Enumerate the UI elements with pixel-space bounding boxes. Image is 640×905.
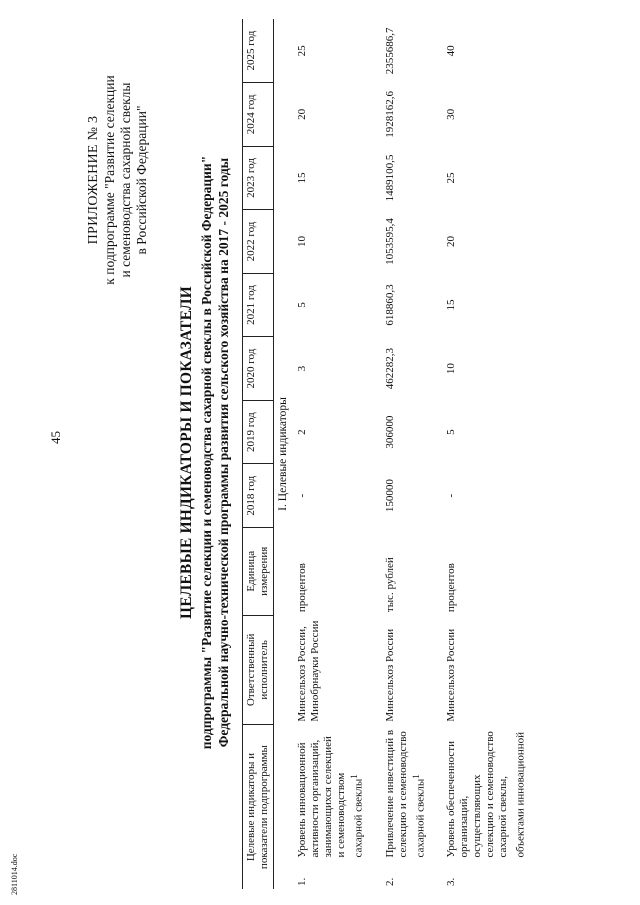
row-number: 2. (383, 877, 396, 886)
header-year: 2018 год (243, 464, 274, 528)
header-year: 2022 год (243, 210, 274, 274)
document-heading (178, 0, 232, 905)
appendix-line: и семеноводства сахарной свеклы (118, 82, 133, 278)
indicator-cell (381, 725, 431, 861)
value-cell: - (445, 493, 458, 498)
value-cell: 10 (445, 363, 458, 375)
responsible-cell: Минсельхоз России (445, 628, 458, 722)
table-row (442, 19, 531, 889)
header-indicator: Целевые индикаторы и показатели подпрограммы (243, 725, 274, 889)
value-cell: 20 (445, 235, 458, 247)
row-spacer (369, 19, 381, 889)
value-cell: 1489100,5 (383, 154, 396, 202)
header-year: 2023 год (243, 146, 274, 210)
value-cell: 3 (296, 365, 308, 372)
row-spacer (430, 19, 442, 889)
value-cell: 25 (445, 172, 458, 184)
value-cell: 1053595,4 (383, 218, 396, 265)
table-header-row (243, 19, 274, 889)
header-year: 2024 год (243, 83, 274, 147)
value-cell: 5 (296, 302, 308, 308)
value-cell: 1928162,6 (383, 91, 396, 138)
value-cell: 10 (296, 235, 308, 247)
row-number: 3. (445, 877, 458, 886)
responsible-cell: Минсельхоз России (383, 628, 396, 722)
header-year: 2021 год (243, 273, 274, 337)
header-unit: Единица измерения (243, 527, 274, 615)
indicator-text: Уровень обеспеченности организаций, осуществляющих селекцию и семеноводство сахарной свеклы, объектами инновационной (445, 731, 527, 858)
value-cell: 306000 (383, 415, 396, 449)
value-cell: 25 (296, 45, 308, 57)
value-cell: 15 (445, 299, 458, 311)
indicator-text: Привлечение инвестиций в селекцию и семеноводство сахарной свеклы (383, 729, 427, 858)
value-cell: 5 (445, 429, 458, 435)
section-title: I. Целевые индикаторы (277, 397, 289, 511)
value-cell: 40 (445, 45, 458, 57)
appendix-title: ПРИЛОЖЕНИЕ № 3 (86, 115, 101, 245)
footer-filename: 2811014.doc (10, 853, 19, 895)
indicator-text: Уровень инновационной активности организаций, занимающихся селекцией и семеноводством сахарной свеклы (296, 736, 365, 858)
appendix-line: в Российской Федерации" (134, 105, 149, 255)
unit-cell: процентов (445, 563, 458, 613)
value-cell: - (296, 493, 308, 498)
value-cell: 2 (296, 429, 308, 435)
header-year: 2025 год (243, 19, 274, 83)
value-cell: 618860,3 (383, 284, 396, 326)
document-subtitle: Федеральной научно-технической программы развития сельского хозяйства на 2017 - 2025 годы (216, 157, 231, 748)
appendix-line: к подпрограмме "Развитие селекции (102, 75, 117, 285)
row-number: 1. (296, 877, 308, 886)
footnote-mark: 1 (349, 774, 359, 779)
unit-cell: процентов (296, 563, 308, 613)
document-title: ЦЕЛЕВЫЕ ИНДИКАТОРЫ И ПОКАЗАТЕЛИ (178, 286, 195, 619)
value-cell: 150000 (383, 479, 396, 513)
header-year: 2020 год (243, 337, 274, 401)
value-cell: 20 (296, 108, 308, 120)
indicator-cell (293, 725, 369, 861)
value-cell: 15 (296, 172, 308, 184)
header-responsible: Ответственный исполнитель (243, 615, 274, 725)
footnote-mark: 1 (410, 774, 421, 779)
page-number: 45 (48, 431, 63, 444)
document-subtitle: подпрограммы "Развитие селекции и семеноводства сахарной свеклы в Российской Федерации" (199, 155, 214, 750)
table-row (293, 19, 369, 889)
value-cell: 462282,3 (383, 347, 396, 390)
appendix-block (86, 0, 150, 360)
unit-cell: тыс. рублей (383, 557, 396, 613)
value-cell: 2355686,7 (383, 27, 396, 75)
section-row (274, 19, 294, 889)
header-year: 2019 год (243, 400, 274, 464)
indicators-table (242, 19, 531, 889)
indicator-cell (442, 725, 531, 861)
value-cell: 30 (445, 108, 458, 120)
table-row (381, 19, 431, 889)
responsible-cell: Минсельхоз России, Минобрнауки России (296, 620, 321, 722)
